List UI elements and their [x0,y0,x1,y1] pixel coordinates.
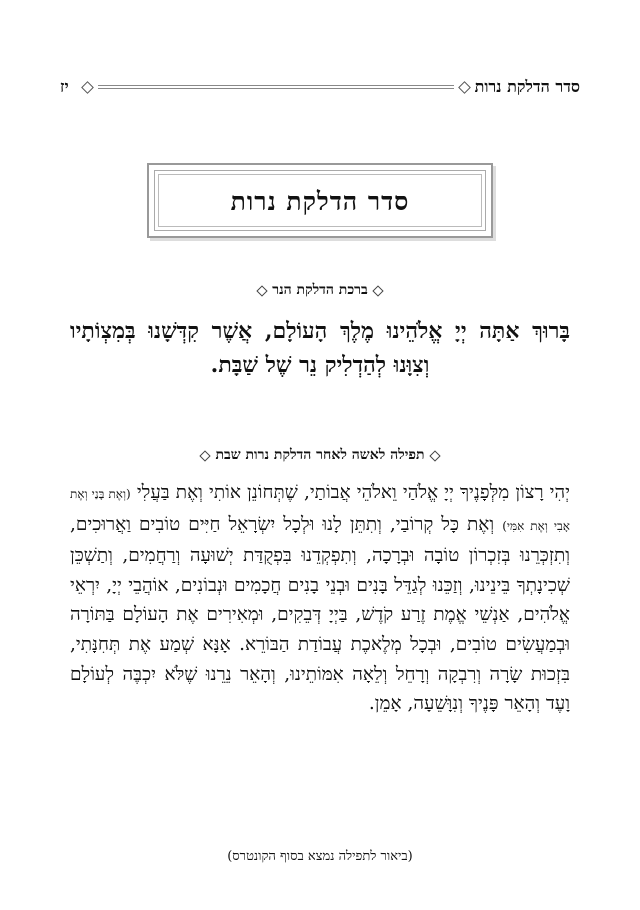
prayer-heading-text: תפילה לאשה לאחר הדלקת נרות שבת [215,447,425,463]
blessing-text: בָּרוּךְ אַתָּה יְיָ אֱלֹהֵינוּ מֶלֶךְ הָעוֹלָם, אֲשֶׁר קִדְּשָׁנוּ בְּמִצְוֹתָיו וְצִוָּנוּ לְהַדְלִיק נֵר שֶׁל שַׁבָּת. [70,318,570,378]
prayer-text [70,478,570,719]
prayer-text-part1: יְהִי רָצוֹן מִלְּפָנֶיךָ יְיָ אֱלֹהַי וֵאלֹהֵי אֲבוֹתַי, שֶׁתְּחוֹנֵן אוֹתִי וְאֶת בַּעֲלִי [136,482,570,503]
prayer-heading [0,447,640,464]
running-header [60,76,580,98]
page-title: סדר הדלקת נרות [230,187,410,216]
title-frame [147,163,493,238]
prayer-parenthetical: (וְאֶת בָּנַי וְאֶת אָבִי וְאֶת אִמִּי) [70,487,570,533]
header-rule [98,85,454,89]
diamond-ornament-icon [257,285,268,296]
page-number: יז [60,77,69,96]
running-title: סדר הדלקת נרות [474,77,580,96]
diamond-ornament-icon [81,81,94,94]
diamond-ornament-icon [200,450,211,461]
prayer-text-part2: וְאֶת כָּל קְרוֹבַי, וְתִתֵּן לָנוּ וּלְכָל יִשְׂרָאֵל חַיִּים טוֹבִים וַאֲרוּכִים, וְתִזְכְּרֵנוּ בְּזִכְרוֹן טוֹבָה וּבְרָכָה, וְתִפְקְדֵנוּ בִּפְקֻדַּת יְשׁוּעָה וְרַחֲמִים, וְתַשְׁכֵּן שְׁכִינָתְךָ בֵּינֵינוּ, וְזַכֵּנוּ לְגַדֵּל בָּנִים וּבְנֵי בָנִים חֲכָמִים וּנְבוֹנִים, אוֹהֲבֵי יְיָ, יִרְאֵי אֱלֹהִים, אַנְשֵׁי אֱמֶת זֶרַע קֹדֶשׁ, בַּיְיָ דְּבֵקִים, וּמְאִירִים אֶת הָעוֹלָם בַּתּוֹרָה וּבְמַעֲשִׂים טוֹבִים, וּבְכָל מְלֶאכֶת עֲבוֹדַת הַבּוֹרֵא. אָנָּא שְׁמַע אֶת תְּחִנָּתִי, בִּזְכוּת שָׂרָה וְרִבְקָה וְרָחֵל וְלֵאָה אִמּוֹתֵינוּ, וְהָאֵר נֵרֵנוּ שֶׁלֹּא יִכְבֶּה לְעוֹלָם וָעֶד וְהָאֵר פָּנֶיךָ וְנִוָּשֵׁעָה, אָמֵן. [70,513,570,715]
footnote: (ביאור לתפילה נמצא בסוף הקונטרס) [227,849,413,864]
diamond-ornament-icon [429,450,440,461]
blessing-heading [0,282,640,299]
diamond-ornament-icon [458,81,471,94]
blessing-heading-text: ברכת הדלקת הנר [272,282,368,298]
diamond-ornament-icon [372,285,383,296]
